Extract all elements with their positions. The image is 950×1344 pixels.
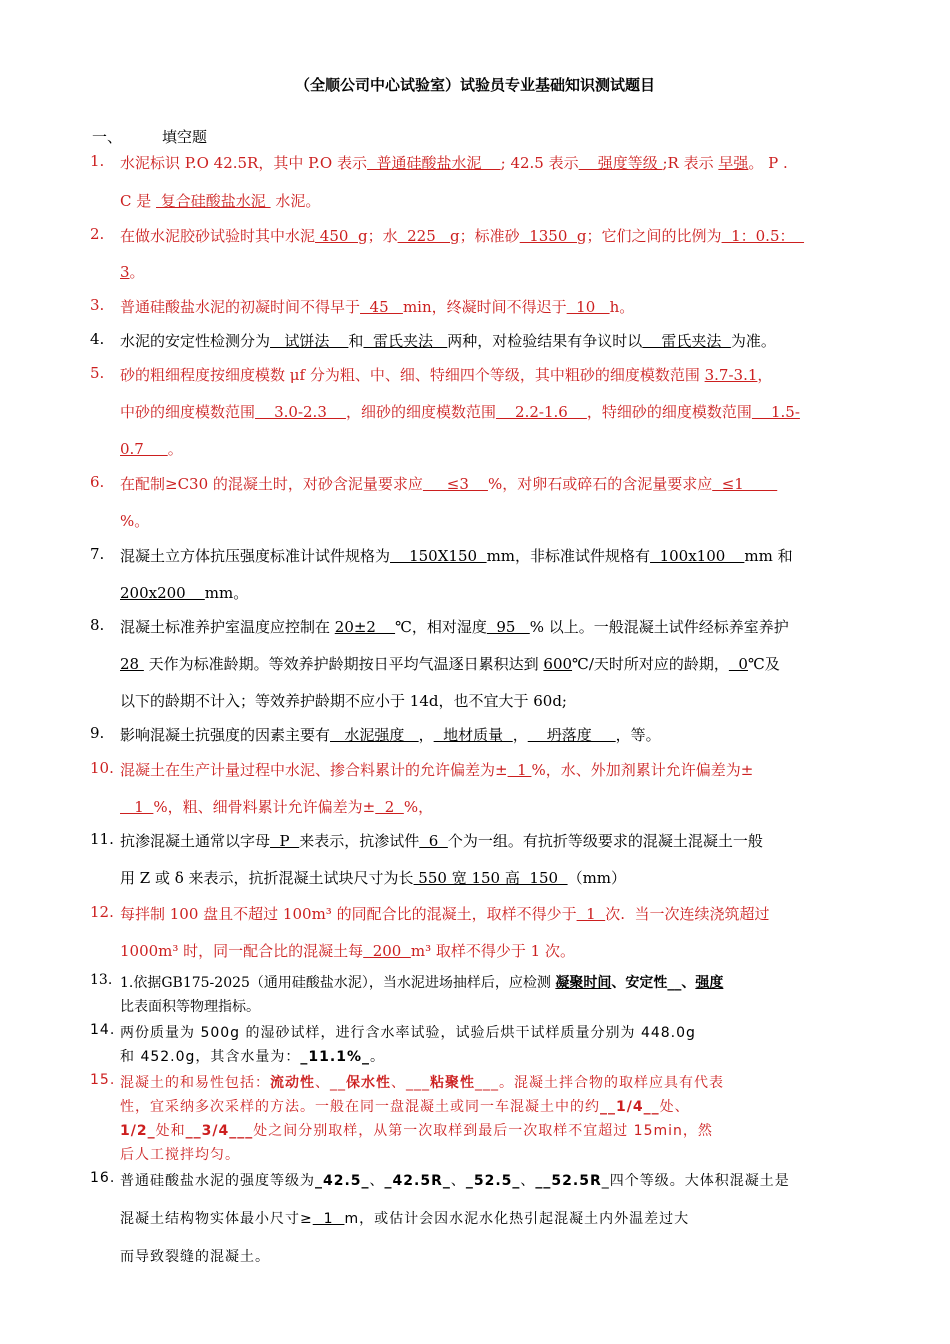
answer-blank: __52.5R	[535, 1173, 602, 1189]
text-span: 每拌制 100 盘且不超过 100m³ 的同配合比的混凝土，取样不得少于	[120, 905, 577, 923]
answer-blank: 10	[566, 298, 610, 316]
text-span: min，终凝时间不得迟于	[402, 298, 567, 316]
answer-blank: 雷氏夹法	[642, 332, 731, 350]
question-line	[120, 616, 789, 637]
answer-blank: 450 g	[315, 227, 368, 245]
question-line	[120, 1046, 385, 1066]
text-span: 。	[370, 1049, 385, 1065]
question-line	[120, 510, 149, 531]
answer-blank: 凝聚时间	[555, 975, 612, 991]
question-line	[120, 401, 800, 422]
text-span: %，粗、细骨料累计允许偏差为±	[153, 798, 376, 816]
question-number: 3.	[90, 296, 105, 314]
question-line	[120, 1170, 790, 1190]
answer-blank: _52.5_	[465, 1173, 521, 1189]
question-number: 12.	[90, 903, 114, 921]
text-span: 水泥的安定性检测分为	[120, 332, 271, 350]
question-line	[120, 867, 626, 888]
text-span: %，	[403, 798, 434, 816]
answer-blank: 3	[120, 263, 130, 281]
answer-blank: 1350 g	[519, 227, 587, 245]
answer-blank: 6	[419, 832, 448, 850]
text-span: 混凝土立方体抗压强度标准计试件规格为	[120, 547, 391, 565]
answer-blank: 1/2_	[120, 1123, 156, 1139]
answer-blank: 坍落度	[527, 726, 616, 744]
text-span: ___。混凝土拌合物的取样应具有代表	[475, 1075, 724, 1091]
text-span: 影响混凝土抗强度的因素主要有	[120, 726, 331, 744]
question-number: 2.	[90, 225, 105, 243]
section-number: 一、	[92, 128, 123, 146]
question-line	[120, 972, 723, 992]
text-span: ℃/天时所对应的龄期，	[572, 655, 729, 673]
answer-blank: 3.0-2.3	[255, 403, 346, 421]
answer-blank: 100x100	[650, 547, 745, 565]
text-span: mm。	[204, 584, 249, 602]
question-number: 15.	[90, 1072, 116, 1088]
question-line	[120, 473, 777, 494]
text-span: ，	[512, 726, 528, 744]
question-number: 6.	[90, 473, 105, 491]
text-span: 1000m³ 时，同一配合比的混凝土每	[120, 942, 364, 960]
text-span: 、__	[315, 1075, 346, 1091]
text-span: m，或估计会因水泥水化热引起混凝土内外温差过大	[344, 1211, 690, 1227]
text-span: 次. 当一次连续浇筑超过	[605, 905, 770, 923]
answer-blank: __1/4__	[600, 1099, 660, 1115]
text-span: 处之间分别取样，从第一次取样到最后一次取样不宜超过 15min，然	[253, 1123, 713, 1139]
text-span: C 是	[120, 192, 157, 210]
question-line	[120, 759, 753, 780]
text-span: 混凝土在生产计量过程中水泥、掺合料累计的允许偏差为±	[120, 761, 508, 779]
text-span: ，细砂的细度模数范围	[345, 403, 496, 421]
text-span: 、___	[391, 1075, 430, 1091]
text-span: _四个等级。大体积混凝土是	[601, 1173, 790, 1189]
text-span: 两种，对检验结果有争议时以	[447, 332, 643, 350]
question-number: 9.	[90, 724, 105, 742]
answer-blank: 3.7-3.1	[704, 366, 758, 384]
question-line	[120, 545, 793, 566]
question-line	[120, 1072, 724, 1092]
section-label: 填空题	[162, 128, 208, 146]
answer-blank: 1	[312, 1211, 345, 1227]
answer-blank: 流动性	[270, 1075, 315, 1091]
answer-blank: P	[270, 832, 300, 850]
answer-blank: 地材质量	[433, 726, 513, 744]
question-number: 1.	[90, 152, 105, 170]
answer-blank: 95	[486, 618, 530, 636]
question-line	[120, 1022, 696, 1042]
answer-blank: 20±2	[334, 618, 396, 636]
text-span: 而导致裂缝的混凝土。	[120, 1249, 270, 1265]
question-line	[120, 1246, 270, 1266]
text-span: 普通硅酸盐水泥的强度等级为	[120, 1173, 315, 1189]
text-span: ;R 表示	[662, 154, 719, 172]
text-span: 天作为标准龄期。等效养护龄期按日平均气温逐日累积达到	[143, 655, 544, 673]
question-line	[120, 724, 661, 745]
answer-blank: _11.1%_	[300, 1049, 370, 1065]
answer-blank: 28	[120, 655, 144, 673]
answer-blank: 2.2-1.6	[495, 403, 587, 421]
question-line	[120, 903, 770, 924]
text-span: 砂的粗细程度按细度模数 μf 分为粗、中、细、特细四个等级，其中粗砂的细度模数范围	[120, 366, 705, 384]
text-span: ，	[757, 366, 773, 384]
answer-blank: 200	[363, 942, 411, 960]
question-line	[120, 653, 780, 674]
answer-blank: 225 g	[397, 227, 460, 245]
text-span: 、	[611, 975, 626, 991]
answer-blank: _42.5_	[315, 1173, 370, 1189]
answer-blank: 2	[375, 798, 404, 816]
answer-blank: 早强	[718, 154, 749, 172]
question-number: 8.	[90, 616, 105, 634]
question-line	[120, 582, 248, 603]
text-span: 、	[450, 1173, 466, 1189]
text-span: ；水	[367, 227, 398, 245]
question-number: 14.	[90, 1022, 116, 1038]
text-span: ℃，相对湿度	[395, 618, 487, 636]
answer-blank: 1：0.5：	[721, 227, 805, 245]
answer-blank: 水泥强度	[330, 726, 419, 744]
question-line	[120, 1208, 689, 1228]
question-line	[120, 1120, 713, 1140]
text-span: 中砂的细度模数范围	[120, 403, 256, 421]
text-span: 水泥。	[270, 192, 321, 210]
answer-blank: 0	[728, 655, 748, 673]
question-number: 5.	[90, 364, 105, 382]
text-span: ，特细砂的细度模数范围	[586, 403, 752, 421]
question-line	[120, 190, 320, 211]
text-span: 处、	[659, 1099, 690, 1115]
text-span: 用 Z 或 δ 来表示，抗折混凝土试块尺寸为长	[120, 869, 414, 887]
text-span: 个为一组。有抗折等级要求的混凝土混凝土一般	[447, 832, 763, 850]
answer-blank: 粘聚性	[430, 1075, 475, 1091]
question-line	[120, 296, 634, 317]
text-span: ℃及	[747, 655, 780, 673]
text-span: 来表示，抗渗试件	[299, 832, 420, 850]
answer-blank: 150X150	[390, 547, 487, 565]
answer-blank: _42.5R_	[384, 1173, 451, 1189]
text-span: ，	[418, 726, 434, 744]
text-span: 为准。	[730, 332, 776, 350]
answer-blank: 600	[543, 655, 573, 673]
question-line	[120, 690, 567, 711]
text-span: 混凝土结构物实体最小尺寸≥	[120, 1211, 313, 1227]
answer-blank: __3/4___	[185, 1123, 254, 1139]
text-span: h。	[609, 298, 635, 316]
question-line	[120, 261, 145, 282]
question-line	[120, 438, 183, 459]
answer-blank: 1	[120, 798, 154, 816]
text-span: 以下的龄期不计入；等效养护龄期不应小于 14d，也不宜大于 60d;	[120, 692, 567, 710]
answer-blank: 200x200	[120, 584, 205, 602]
question-number: 4.	[90, 330, 105, 348]
answer-blank: 550 宽 150 高 150	[413, 869, 568, 887]
text-span: 、	[369, 1173, 385, 1189]
answer-blank: 普通硅酸盐水泥	[367, 154, 501, 172]
question-line	[120, 940, 575, 961]
question-number: 10.	[90, 759, 114, 777]
answer-blank: 雷氏夹法	[363, 332, 448, 350]
text-span: 普通硅酸盐水泥的初凝时间不得早于	[120, 298, 361, 316]
answer-blank: 1	[576, 905, 606, 923]
text-span: 性，宜采纳多次采样的方法。一般在同一盘混凝土或同一车混凝土中的约	[120, 1099, 600, 1115]
text-span: 。 P .	[748, 154, 788, 172]
text-span: mm，非标准试件规格有	[486, 547, 651, 565]
answer-blank: 试饼法	[270, 332, 349, 350]
question-line	[120, 330, 776, 351]
text-span: ，等。	[615, 726, 661, 744]
answer-blank: 1.5-	[751, 403, 800, 421]
text-span: 、	[520, 1173, 536, 1189]
answer-blank: 保水性	[346, 1075, 391, 1091]
question-line	[120, 225, 804, 246]
text-span: mm 和	[744, 547, 793, 565]
question-line	[120, 1096, 690, 1116]
question-line	[120, 1144, 240, 1164]
question-line	[120, 364, 772, 385]
text-span: 。	[167, 440, 183, 458]
answer-blank: 复合硅酸盐水泥	[156, 192, 271, 210]
text-span: （mm）	[567, 869, 627, 887]
text-span: % 以上。一般混凝土试件经标养室养护	[529, 618, 789, 636]
question-line	[120, 152, 788, 173]
question-number: 7.	[90, 545, 105, 563]
text-span: %，对卵石或碎石的含泥量要求应	[487, 475, 713, 493]
text-span: ；它们之间的比例为	[586, 227, 722, 245]
text-span: %，水、外加剂累计允许偏差为±	[531, 761, 754, 779]
text-span: 混凝土的和易性包括：	[120, 1075, 270, 1091]
answer-blank: 强度	[695, 975, 724, 991]
text-span: 混凝土标准养护室温度应控制在	[120, 618, 335, 636]
answer-blank: ≤3	[422, 475, 488, 493]
text-span: 1.依据GB175-2025（通用硅酸盐水泥），当水泥进场抽样后，应检测	[120, 975, 556, 991]
text-span: 水泥标识 P.O 42.5R，其中 P.O 表示	[120, 154, 368, 172]
answer-blank: 强度等级	[578, 154, 663, 172]
text-span: 处和	[155, 1123, 186, 1139]
answer-blank: 安定性	[625, 975, 668, 991]
answer-blank: 45	[360, 298, 403, 316]
question-number: 16.	[90, 1170, 116, 1186]
section-heading	[92, 126, 207, 147]
text-span: 后人工搅拌均匀。	[120, 1147, 240, 1163]
text-span: 。	[129, 263, 145, 281]
text-span: 在配制≥C30 的混凝土时，对砂含泥量要求应	[120, 475, 423, 493]
question-number: 11.	[90, 830, 114, 848]
text-span: 比表面积等物理指标。	[120, 999, 260, 1015]
text-span: 在做水泥胶砂试验时其中水泥	[120, 227, 316, 245]
answer-blank: 0.7	[120, 440, 168, 458]
question-line	[120, 830, 763, 851]
text-span: 和	[348, 332, 364, 350]
text-span: 和 452.0g，其含水量为：	[120, 1049, 301, 1065]
text-span: m³ 取样不得少于 1 次。	[410, 942, 575, 960]
text-span: ; 42.5 表示	[500, 154, 579, 172]
answer-blank: ≤1	[712, 475, 778, 493]
text-span: __、	[667, 975, 696, 991]
answer-blank: 1	[507, 761, 532, 779]
text-span: 抗渗混凝土通常以字母	[120, 832, 271, 850]
question-line	[120, 796, 433, 817]
question-number: 13.	[90, 972, 113, 988]
text-span: %。	[120, 512, 150, 530]
text-span: 两份质量为 500g 的湿砂试样，进行含水率试验，试验后烘干试样质量分别为 448.0g	[120, 1025, 696, 1041]
page-title: （全顺公司中心试验室）试验员专业基础知识测试题目	[294, 76, 655, 94]
text-span: ；标准砂	[459, 227, 520, 245]
question-line	[120, 996, 260, 1016]
